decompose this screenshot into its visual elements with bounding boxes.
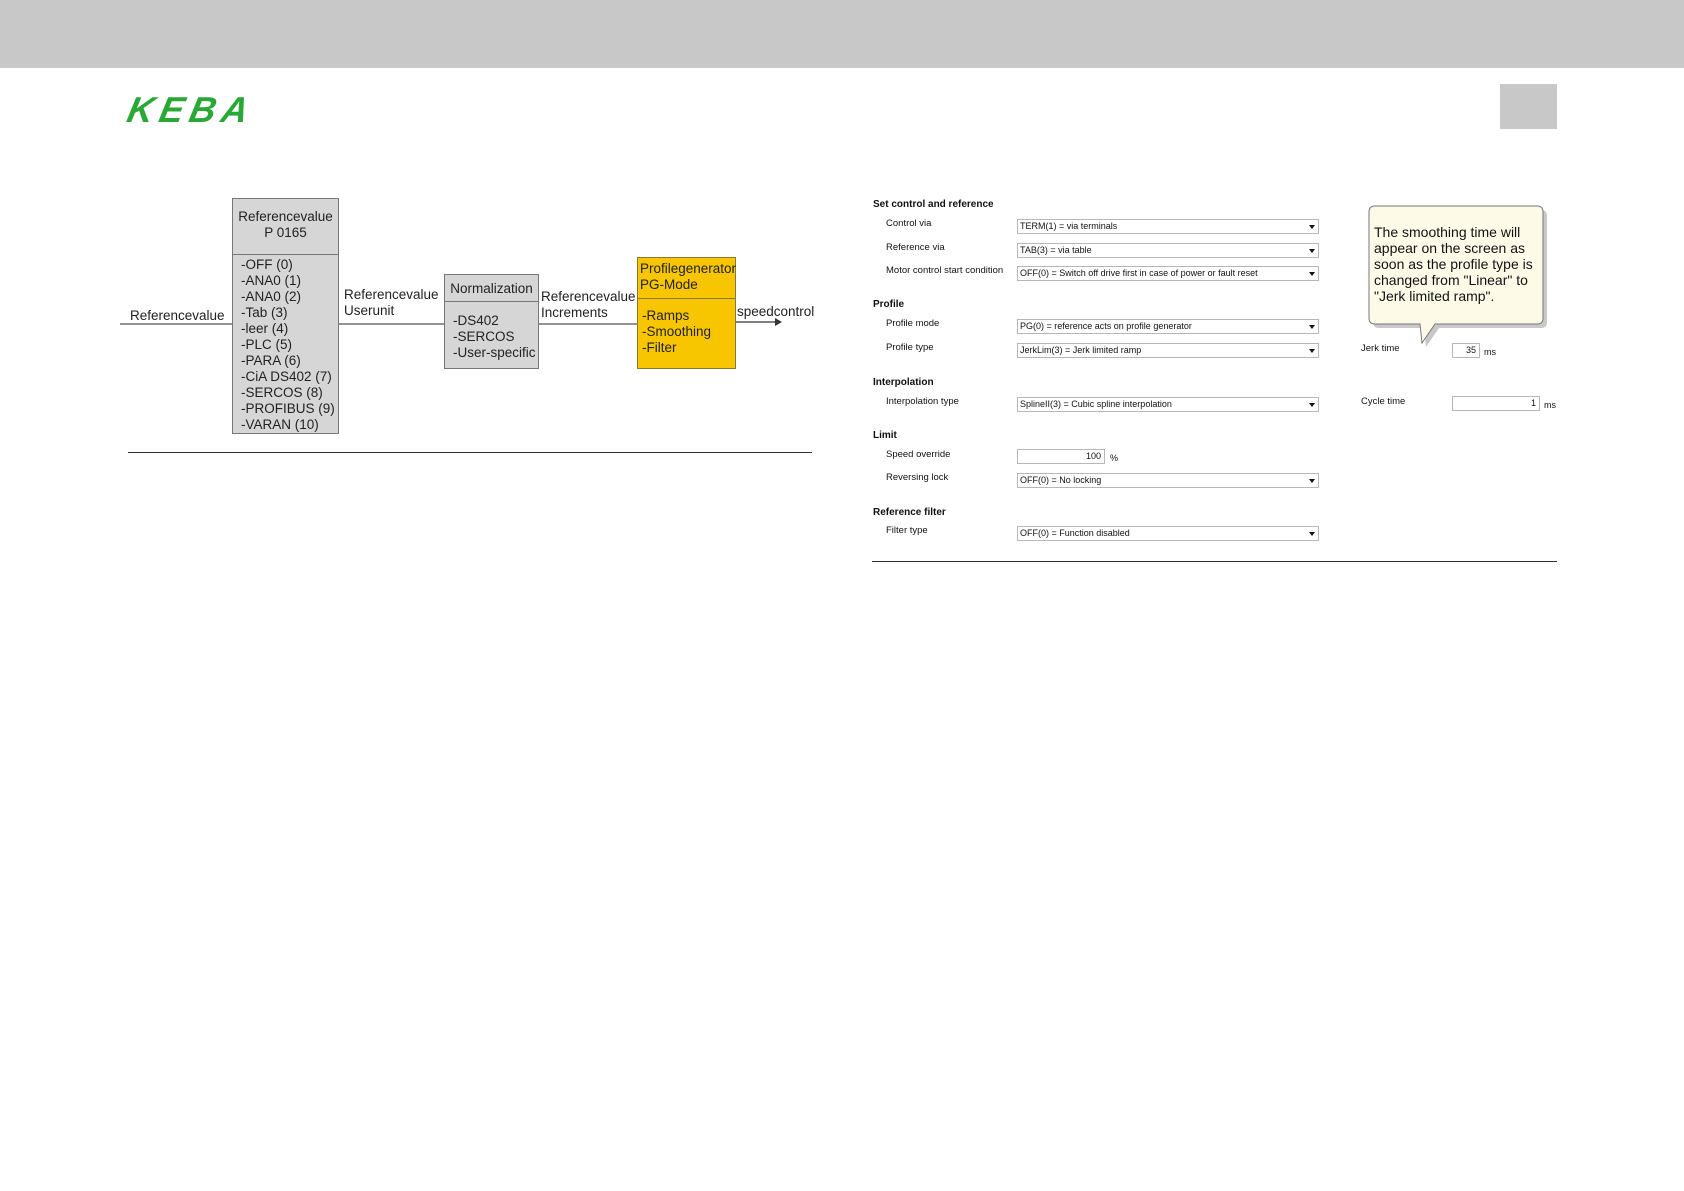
ref-item: -OFF (0) [241, 257, 293, 272]
pg-item: -Filter [642, 340, 677, 355]
left-divider [128, 452, 812, 453]
jerk-time-input[interactable]: 35 [1452, 343, 1480, 358]
filter-type-select[interactable] [1017, 526, 1319, 541]
control-via-value: TERM(1) = via terminals [1020, 221, 1118, 231]
pg-block-title: Profilegenerator PG-Mode [640, 261, 737, 292]
section-set-control: Set control and reference [873, 199, 994, 210]
reference-via-value: TAB(3) = via table [1020, 245, 1092, 255]
chevron-down-icon [1309, 479, 1315, 483]
interpolation-type-label: Interpolation type [886, 396, 959, 407]
keba-logo: KEBA [123, 89, 259, 130]
motor-start-select[interactable] [1017, 266, 1319, 281]
cycle-time-label: Cycle time [1361, 396, 1406, 407]
ref-item: -PARA (6) [241, 353, 301, 368]
ref-item: -PROFIBUS (9) [241, 401, 335, 416]
normalization-block [444, 274, 539, 369]
ref-item: -VARAN (10) [241, 417, 319, 432]
chevron-down-icon [1309, 349, 1315, 353]
increments-label: Referencevalue Increments [541, 289, 636, 320]
ref-item: -leer (4) [241, 321, 289, 336]
filter-type-label: Filter type [886, 525, 928, 536]
output-label: speedcontrol [737, 304, 815, 319]
pg-block-divider [638, 298, 735, 299]
reference-value-block [232, 198, 339, 434]
norm-block-divider [445, 301, 538, 302]
jerk-time-label: Jerk time [1361, 343, 1400, 354]
ref-item: -ANA0 (1) [241, 273, 302, 288]
chevron-down-icon [1309, 225, 1315, 229]
ref-item: -CiA DS402 (7) [241, 369, 332, 384]
reversing-lock-value: OFF(0) = No locking [1020, 475, 1102, 485]
motor-start-value: OFF(0) = Switch off drive first in case of power or fault reset [1020, 268, 1258, 278]
pg-item: -Ramps [642, 308, 690, 323]
ref-item: -PLC (5) [241, 337, 293, 352]
profile-type-value: JerkLim(3) = Jerk limited ramp [1020, 345, 1142, 355]
top-banner [0, 0, 1684, 68]
section-profile: Profile [873, 299, 905, 310]
norm-block-title: Normalization [450, 281, 533, 296]
profile-mode-select[interactable] [1017, 319, 1319, 334]
cycle-time-input[interactable]: 1 [1452, 396, 1540, 411]
filter-type-value: OFF(0) = Function disabled [1020, 528, 1130, 538]
jerk-time-unit: ms [1484, 347, 1496, 357]
pg-item: -Smoothing [642, 324, 712, 339]
ref-item: -ANA0 (2) [241, 289, 302, 304]
interpolation-type-select[interactable] [1017, 397, 1319, 412]
norm-item: -DS402 [453, 313, 499, 328]
profile-mode-value: PG(0) = reference acts on profile generator [1020, 321, 1192, 331]
callout-text: The smoothing time will appear on the screen as soon as the profile type is changed from "Linear" to "Jerk limited ramp". [1374, 224, 1533, 304]
ref-item: -Tab (3) [241, 305, 288, 320]
norm-item: -User-specific [453, 345, 536, 360]
norm-block-items [453, 313, 536, 361]
chevron-down-icon [1309, 272, 1315, 276]
chevron-down-icon [1309, 532, 1315, 536]
chevron-down-icon [1309, 249, 1315, 253]
reference-via-select[interactable] [1017, 243, 1319, 258]
ref-block-items [241, 257, 335, 433]
right-divider [872, 561, 1557, 562]
input-label: Referencevalue [130, 308, 225, 323]
reversing-lock-label: Reversing lock [886, 472, 949, 483]
profile-type-select[interactable] [1017, 343, 1319, 358]
ref-block-title: Referencevalue P 0165 [238, 209, 333, 240]
chevron-down-icon [1309, 403, 1315, 407]
motor-start-label: Motor control start condition [886, 265, 1004, 276]
profile-generator-block [637, 257, 736, 369]
pg-block-items [642, 308, 711, 356]
interpolation-type-value: SplineII(3) = Cubic spline interpolation [1020, 399, 1172, 409]
section-interpolation: Interpolation [873, 377, 934, 388]
userunit-label: Referencevalue Userunit [344, 287, 439, 318]
profile-mode-label: Profile mode [886, 318, 940, 329]
reversing-lock-select[interactable] [1017, 473, 1319, 488]
reference-via-label: Reference via [886, 242, 945, 253]
section-reference-filter: Reference filter [873, 507, 946, 518]
chevron-down-icon [1309, 325, 1315, 329]
control-via-label: Control via [886, 218, 932, 229]
ref-block-divider [233, 254, 338, 255]
control-via-select[interactable] [1017, 219, 1319, 234]
speed-override-unit: % [1110, 453, 1119, 463]
speed-override-input[interactable]: 100 [1017, 449, 1105, 464]
page-marker-box [1500, 84, 1557, 129]
reference-value-diagram [120, 190, 820, 455]
ref-item: -SERCOS (8) [241, 385, 323, 400]
norm-item: -SERCOS [453, 329, 515, 344]
profile-type-label: Profile type [886, 342, 934, 353]
cycle-time-unit: ms [1544, 400, 1556, 410]
section-limit: Limit [873, 430, 897, 441]
speed-override-label: Speed override [886, 449, 951, 460]
